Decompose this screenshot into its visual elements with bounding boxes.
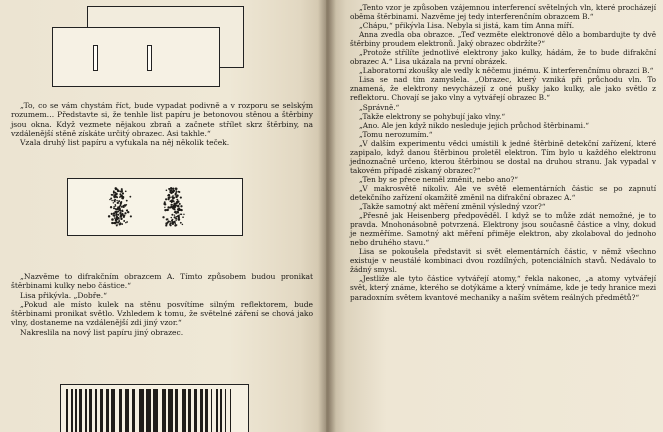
dot xyxy=(172,219,174,221)
dot xyxy=(173,208,175,210)
dot xyxy=(175,188,178,191)
two-slit-wall-figure xyxy=(52,27,220,87)
dot xyxy=(120,218,122,220)
interference-stripe xyxy=(95,389,97,432)
slit-left xyxy=(93,45,98,71)
dot xyxy=(175,220,176,221)
dot xyxy=(169,200,171,202)
dot xyxy=(182,216,184,218)
interference-pattern-figure xyxy=(60,384,249,432)
dot xyxy=(176,194,179,197)
dot xyxy=(177,208,180,211)
dot xyxy=(173,206,175,208)
dot xyxy=(117,190,119,192)
dot xyxy=(174,212,176,214)
dot xyxy=(111,222,113,224)
dot xyxy=(120,215,122,217)
interference-stripe xyxy=(188,389,191,432)
dot xyxy=(166,189,168,191)
dot xyxy=(167,198,169,200)
dot xyxy=(113,192,115,194)
dot xyxy=(108,215,110,217)
dot xyxy=(126,210,127,211)
dot xyxy=(171,214,173,216)
interference-stripe xyxy=(75,389,77,432)
dot xyxy=(175,223,176,224)
dot xyxy=(123,220,125,222)
dot xyxy=(110,197,112,199)
paragraph: „To, co se vám chystám říct, bude vypadat podivně a v rozporu se selským rozumem… Představte si, že tenhle list papíru je betonovou stěnou a štěrbiny jsou okna. Když vezmete nějakou zbraň a začnete střílet skrz štěrbiny, na vzdálenější stěně získáte určitý obrazec. Asi takhle.“ xyxy=(11,101,313,138)
dot xyxy=(117,206,119,208)
dot xyxy=(118,200,120,202)
dot xyxy=(129,196,131,198)
interference-stripe xyxy=(225,389,227,432)
dot xyxy=(173,190,175,192)
dot xyxy=(171,199,174,202)
dot xyxy=(179,213,181,215)
dot xyxy=(120,202,122,204)
dot xyxy=(124,212,126,214)
book-gutter-shadow xyxy=(318,0,336,432)
interference-stripe xyxy=(194,389,197,432)
dot xyxy=(115,204,117,206)
interference-stripe xyxy=(220,389,222,432)
interference-stripe xyxy=(211,389,213,432)
interference-stripe xyxy=(230,389,232,432)
dot xyxy=(117,219,118,220)
dot xyxy=(116,200,117,201)
dot xyxy=(180,197,182,199)
paragraph: „Protože střílíte jednotlivé elektrony jako kulky, hádám, že to bude difrakční obrazec A.“ Lisa ukázala na první obrázek. xyxy=(350,48,656,67)
interference-stripe xyxy=(100,389,103,432)
dot xyxy=(112,215,114,217)
dot xyxy=(168,209,170,211)
paragraph: „Pokud ale místo kulek na stěnu posvítíme silným reflektorem, bude štěrbinami pronikat světlo. Vzhledem k tomu, že světelné záření se chová jako vlny, dostaneme na vzdálenější zdi jiný vzor.“ xyxy=(11,299,313,328)
dot xyxy=(111,218,114,221)
interference-stripe xyxy=(79,389,81,432)
interference-stripe xyxy=(71,389,73,432)
dot xyxy=(115,205,117,207)
dot xyxy=(164,207,165,208)
interference-stripe xyxy=(132,389,136,432)
dot xyxy=(175,190,177,192)
paragraph: Nakreslila na nový list papíru jiný obrazec. xyxy=(20,327,184,337)
dot xyxy=(169,189,171,191)
dot xyxy=(116,211,118,213)
dot xyxy=(117,214,119,216)
dot xyxy=(175,224,177,226)
paragraph: Vzala druhý list papíru a vyťukala na něj několik teček. xyxy=(20,138,230,148)
dot xyxy=(165,198,167,200)
left-text-bottom xyxy=(11,272,313,337)
dot xyxy=(169,221,170,222)
interference-stripe xyxy=(66,389,68,432)
dot xyxy=(177,200,180,203)
paragraph: „V makrosvětě nikoliv. Ale ve světě elementárních částic se po zapnutí detekčního zařízení okamžitě změnil na difrakční obrazec A.“ xyxy=(350,183,656,202)
dot xyxy=(120,190,122,192)
interference-stripe xyxy=(85,389,87,432)
dot xyxy=(126,200,128,202)
dot xyxy=(123,216,125,218)
dot xyxy=(171,217,172,218)
paragraph: „Chápu,“ přikývla Lisa. Nebyla si jistá, kam tím Anna míří. xyxy=(359,21,575,31)
paragraph: „Ten by se přece neměl změnit, nebo ano?“ xyxy=(359,174,518,184)
dot xyxy=(179,203,181,205)
paragraph: Lisa se pokoušela představit si svět elementárních částic, v němž všechno existuje v neustálé kombinaci dvou rozdílných, potenciálních stavů. Nedávalo to žádný smysl. xyxy=(350,247,656,275)
dot xyxy=(116,194,117,195)
dot xyxy=(173,198,175,200)
dot-cluster-right xyxy=(160,186,188,228)
interference-stripe xyxy=(146,389,150,432)
dot xyxy=(172,188,174,190)
dot xyxy=(166,218,168,220)
dot xyxy=(126,221,128,223)
paragraph: „Ano. Ale jen když nikdo nesleduje jejich průchod štěrbinami.“ xyxy=(359,120,589,130)
dot xyxy=(126,204,128,206)
dot xyxy=(174,214,175,215)
paragraph: Anna zvedla oba obrazce. „Teď vezměte elektronové dělo a bombardujte ty dvě štěrbiny proudem elektronů. Jaký obrazec obdržíte?“ xyxy=(350,30,656,49)
dot xyxy=(172,195,173,196)
dot xyxy=(180,205,182,207)
dot xyxy=(120,195,122,197)
dot xyxy=(178,191,180,193)
dot xyxy=(113,195,116,198)
dot xyxy=(117,217,119,219)
paragraph: „Takže elektrony se pohybují jako vlny.“ xyxy=(359,111,506,121)
interference-stripe xyxy=(139,389,144,432)
interference-stripe xyxy=(111,389,115,432)
paragraph: „Takže samotný akt měření změnil výsledný vzor?“ xyxy=(359,202,546,212)
dot xyxy=(115,208,116,209)
left-text-top xyxy=(11,101,313,147)
dot xyxy=(111,213,113,215)
dot xyxy=(111,194,113,196)
dot xyxy=(168,194,171,197)
dot xyxy=(177,205,179,207)
right-page xyxy=(326,0,663,432)
paragraph: „Nazvěme to difrakčním obrazcem A. Tímto způsobem budou pronikat štěrbinami kulky nebo částice.“ xyxy=(11,272,313,291)
dot xyxy=(178,216,180,218)
dot-cluster-left xyxy=(106,186,134,228)
dot xyxy=(125,190,127,192)
paragraph: „Přesně jak Heisenberg předpověděl. I když se to může zdát nemožné, je to pravda. Mnohonásobně potvrzená. Elektrony jsou současně částice a vlny, dokud je nezměříme. Samotný akt měření přiměje elektron, aby zkolaboval do jednoho nebo druhého stavu.“ xyxy=(350,211,656,248)
dot xyxy=(121,223,123,225)
dot xyxy=(118,220,120,222)
dot xyxy=(120,210,122,212)
dot xyxy=(178,218,181,221)
dot xyxy=(170,204,172,206)
dot xyxy=(115,188,118,191)
paragraph: Lisa přikývla. „Dobře.“ xyxy=(20,290,107,300)
left-page xyxy=(0,0,326,432)
dot xyxy=(111,200,113,202)
interference-stripe xyxy=(153,389,158,432)
paragraph: „Laboratorní zkoušky ale vedly k něčemu jinému. K interferenčnímu obrazci B.“ xyxy=(359,66,654,76)
dot xyxy=(113,202,114,203)
dot xyxy=(122,205,124,207)
interference-stripe xyxy=(89,389,92,432)
paragraph: „Tomu nerozumím.“ xyxy=(359,129,433,139)
interference-stripe xyxy=(162,389,166,432)
dot xyxy=(122,210,124,212)
dot xyxy=(164,209,166,211)
interference-stripe xyxy=(216,389,218,432)
dot xyxy=(167,222,169,224)
dot xyxy=(116,224,118,226)
paragraph: Lisa se nad tím zamyslela. „Obrazec, který vzniká při průchodu vln. To znamená, že elektrony nevycházejí z oné pušky jako kulky, ale jako světlo z reflektoru. Chovají se jako vlny a vytvářejí obrazec B.“ xyxy=(350,75,656,103)
interference-stripe xyxy=(182,389,186,432)
dot xyxy=(176,218,178,220)
dot xyxy=(170,206,172,208)
dot xyxy=(130,215,132,217)
dot xyxy=(121,188,123,190)
dot xyxy=(174,217,176,219)
paragraph: „Správně.“ xyxy=(359,102,400,112)
interference-stripe xyxy=(125,389,129,432)
dot xyxy=(180,209,182,211)
dot xyxy=(175,213,176,214)
paragraph: „Tento vzor je způsoben vzájemnou interferencí světelných vln, které procházejí oběma štěrbinami. Nazvěme jej tedy interferenčním obrazcem B.“ xyxy=(350,3,656,22)
dot xyxy=(119,223,121,225)
dot xyxy=(163,203,165,205)
paragraph: „V dalším experimentu vědci umístili k jedné štěrbině detekční zařízení, které zapipalo, když danou štěrbinou proletěl elektron. Tím bylo u každého elektronu jednoznačně určeno, kterou štěrbinou se dostal na druhou stranu. Jak vypadal v takovém případě získaný obrazec?“ xyxy=(350,138,656,175)
interference-stripe xyxy=(205,389,208,432)
interference-stripe xyxy=(175,389,178,432)
dot xyxy=(170,187,172,189)
interference-stripe xyxy=(168,389,172,432)
diffraction-pattern-figure xyxy=(67,178,243,236)
dot xyxy=(176,199,178,201)
dot xyxy=(122,192,124,194)
dot xyxy=(162,216,164,218)
dot xyxy=(110,206,112,208)
dot xyxy=(114,222,117,225)
dot xyxy=(114,217,116,219)
dot xyxy=(183,214,184,215)
right-text xyxy=(350,3,656,302)
dot xyxy=(119,197,120,198)
dot xyxy=(125,222,126,223)
dot xyxy=(113,206,114,207)
interference-stripe xyxy=(106,389,109,432)
dot xyxy=(117,202,119,204)
dot xyxy=(180,222,182,224)
paragraph: „Jestliže ale tyto částice vytvářejí atomy,“ řekla nakonec, „a atomy vytvářejí svět, který známe, kterého se dotýkáme a který vnímáme, kde je tedy hranice mezi paradoxním světem kvantové mechaniky a naším světem reálných předmětů?“ xyxy=(350,274,656,302)
dot xyxy=(177,211,180,214)
interference-stripe xyxy=(200,389,202,432)
dot xyxy=(169,224,171,226)
dot xyxy=(127,211,129,213)
dot xyxy=(114,199,116,201)
dot xyxy=(171,192,173,194)
dot xyxy=(182,224,184,226)
slit-right xyxy=(147,45,152,71)
interference-stripe xyxy=(119,389,122,432)
dot xyxy=(173,221,175,223)
